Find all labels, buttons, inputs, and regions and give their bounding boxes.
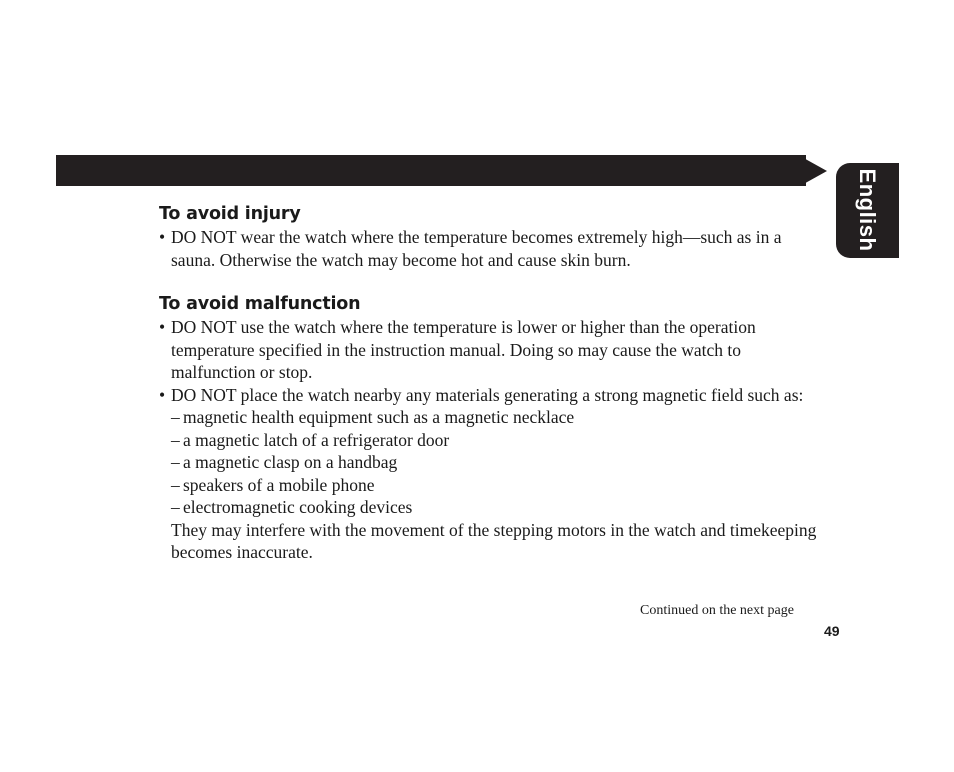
dash-item-text: a magnetic clasp on a handbag	[183, 452, 398, 472]
language-tab	[836, 163, 899, 258]
section-heading: To avoid injury	[159, 204, 301, 224]
dash-marker: –	[171, 407, 180, 427]
dash-item-text: electromagnetic cooking devices	[183, 497, 413, 517]
dash-list-item	[171, 429, 829, 452]
section-avoid-injury	[159, 202, 829, 271]
page-number: 49	[824, 623, 840, 639]
bullet-text: DO NOT wear the watch where the temperature becomes extremely high—such as in a sauna. Otherwise the watch may become hot and cause skin burn.	[171, 227, 782, 270]
section-avoid-malfunction	[159, 292, 829, 564]
continued-note: Continued on the next page	[640, 603, 794, 618]
dash-item-text: a magnetic latch of a refrigerator door	[183, 429, 450, 450]
dash-marker: –	[171, 452, 180, 472]
language-tab-label: English	[855, 168, 880, 252]
bullet-text: DO NOT use the watch where the temperature is lower or higher than the operation temperature specified in the instruction manual. Doing so may cause the watch to malfunction or stop.	[171, 317, 756, 382]
bullet-marker: •	[159, 227, 166, 247]
bullet-continuation-text: They may interfere with the movement of the stepping motors in the watch and timekeeping becomes inaccurate.	[171, 519, 817, 562]
section-header-bar	[56, 155, 806, 186]
dash-item-text: magnetic health equipment such as a magnetic necklace	[183, 407, 575, 427]
dash-list-item	[171, 474, 829, 497]
section-heading: To avoid malfunction	[159, 294, 361, 314]
bullet-item	[159, 384, 829, 564]
bullet-item	[159, 316, 829, 384]
dash-item-text: speakers of a mobile phone	[183, 474, 375, 495]
bullet-item	[159, 226, 829, 271]
bullet-marker: •	[159, 384, 166, 405]
dash-marker: –	[171, 429, 180, 450]
dash-marker: –	[171, 474, 180, 495]
header-arrow-icon	[800, 156, 827, 186]
dash-list-item	[171, 451, 829, 474]
dash-marker: –	[171, 497, 180, 517]
bullet-text: DO NOT place the watch nearby any materials generating a strong magnetic field such as:	[171, 384, 804, 405]
dash-list-item	[171, 496, 829, 519]
main-content	[159, 202, 829, 564]
dash-list-item	[171, 406, 829, 429]
bullet-marker: •	[159, 317, 166, 337]
